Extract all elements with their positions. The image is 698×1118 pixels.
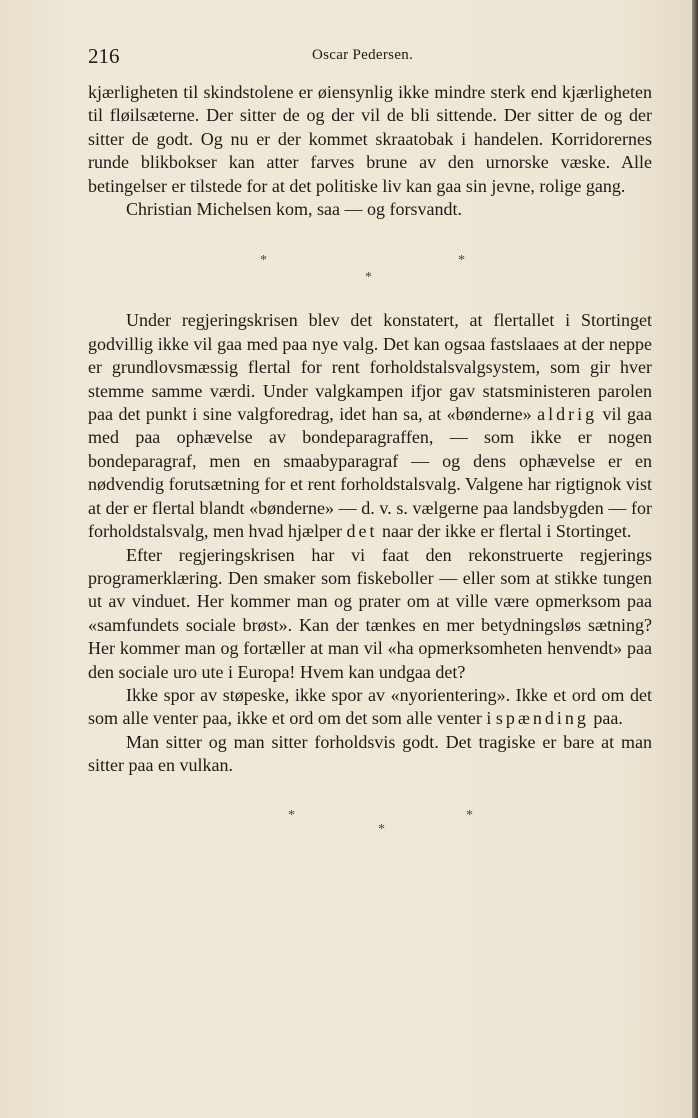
section-separator [88, 778, 652, 866]
emphasis: aldrig [537, 404, 598, 425]
paragraph: Christian Michelsen kom, saa — og forsvandt. [126, 199, 462, 220]
section-separator [88, 221, 652, 309]
emphasis: det [346, 521, 378, 542]
separator-star: * [378, 821, 385, 837]
page-edge-shadow [692, 0, 698, 1118]
text-run: Under regjeringskrisen blev det konstatert, at flertallet i Stortinget godvillig ikke vil gaa med paa nye valg. Det kan ogsaa fastslaaes at der neppe er grundlovsmæssig flertal for rent forholdstalsvalgsystem, som gir hver stemme samme værdi. Under valgkampen ifjor gav statsministeren parolen paa det punkt i sine valgforedrag, idet han sa, at «bønderne» [88, 310, 652, 425]
paragraph: Man sitter og man sitter forholdsvis godt. Det tragiske er bare at man sitter paa en vulkan. [88, 731, 652, 776]
paragraph: Efter regjeringskrisen har vi faat den rekonstruerte regjerings programerklæring. Den smaker som fiskeboller — eller som at stikke tungen ut av vinduet. Her kommer man og prater om at ville være opmerksom paa «samfundets sociale brøst». Kan der tænkes en mer betydningsløs sætning? Her kommer man og fortæller at man vil «ha opmerksomheten henvendt» paa den sociale uro ute i Europa! Hvem kan undgaa det? [88, 544, 652, 682]
running-title: Oscar Pedersen. [312, 47, 414, 63]
separator-star: * [260, 253, 267, 269]
separator-star: * [288, 807, 295, 823]
body-text [88, 81, 652, 866]
text-run: naar der ikke er flertal i Stortinget. [377, 521, 632, 542]
separator-star: * [365, 270, 372, 286]
page-header [88, 44, 658, 72]
page-number: 216 [88, 44, 120, 68]
paragraph [88, 684, 652, 731]
text-run: Ikke spor av støpeske, ikke spor av «nyorientering». Ikke et ord om det som alle venter paa, ikke et ord om det som alle venter i [88, 684, 652, 729]
separator-star: * [458, 253, 465, 269]
separator-star: * [466, 807, 473, 823]
paragraph: kjærligheten til skindstolene er øiensynlig ikke mindre sterk end kjærligheten til fløilsæterne. Der sitter de og der vil de bli sittende. Der sitter de og der sitter de godt. Og nu er der kommet skraatobak i handelen. Korridorernes runde blikbokser kan atter farves brune av den urnorske væske. Alle betingelser er tilstede for at det politiske liv kan gaa sin jevne, rolige gang. [88, 82, 652, 196]
text-run: vil gaa med paa ophævelse av bondeparagraffen, — som ikke er nogen bondeparagraf, men en smaabyparagraf — og dens ophævelse er en nødvendig forutsætning for et rent forholdstalsvalg. Valgene har rigtignok vist at der er flertal blandt «bønderne» — d. v. s. vælgerne paa landsbygden — for forholdstalsvalg, men hvad hjælper [88, 404, 653, 542]
text-run: paa. [588, 708, 623, 729]
paragraph [88, 309, 652, 543]
emphasis: spænding [495, 708, 589, 729]
